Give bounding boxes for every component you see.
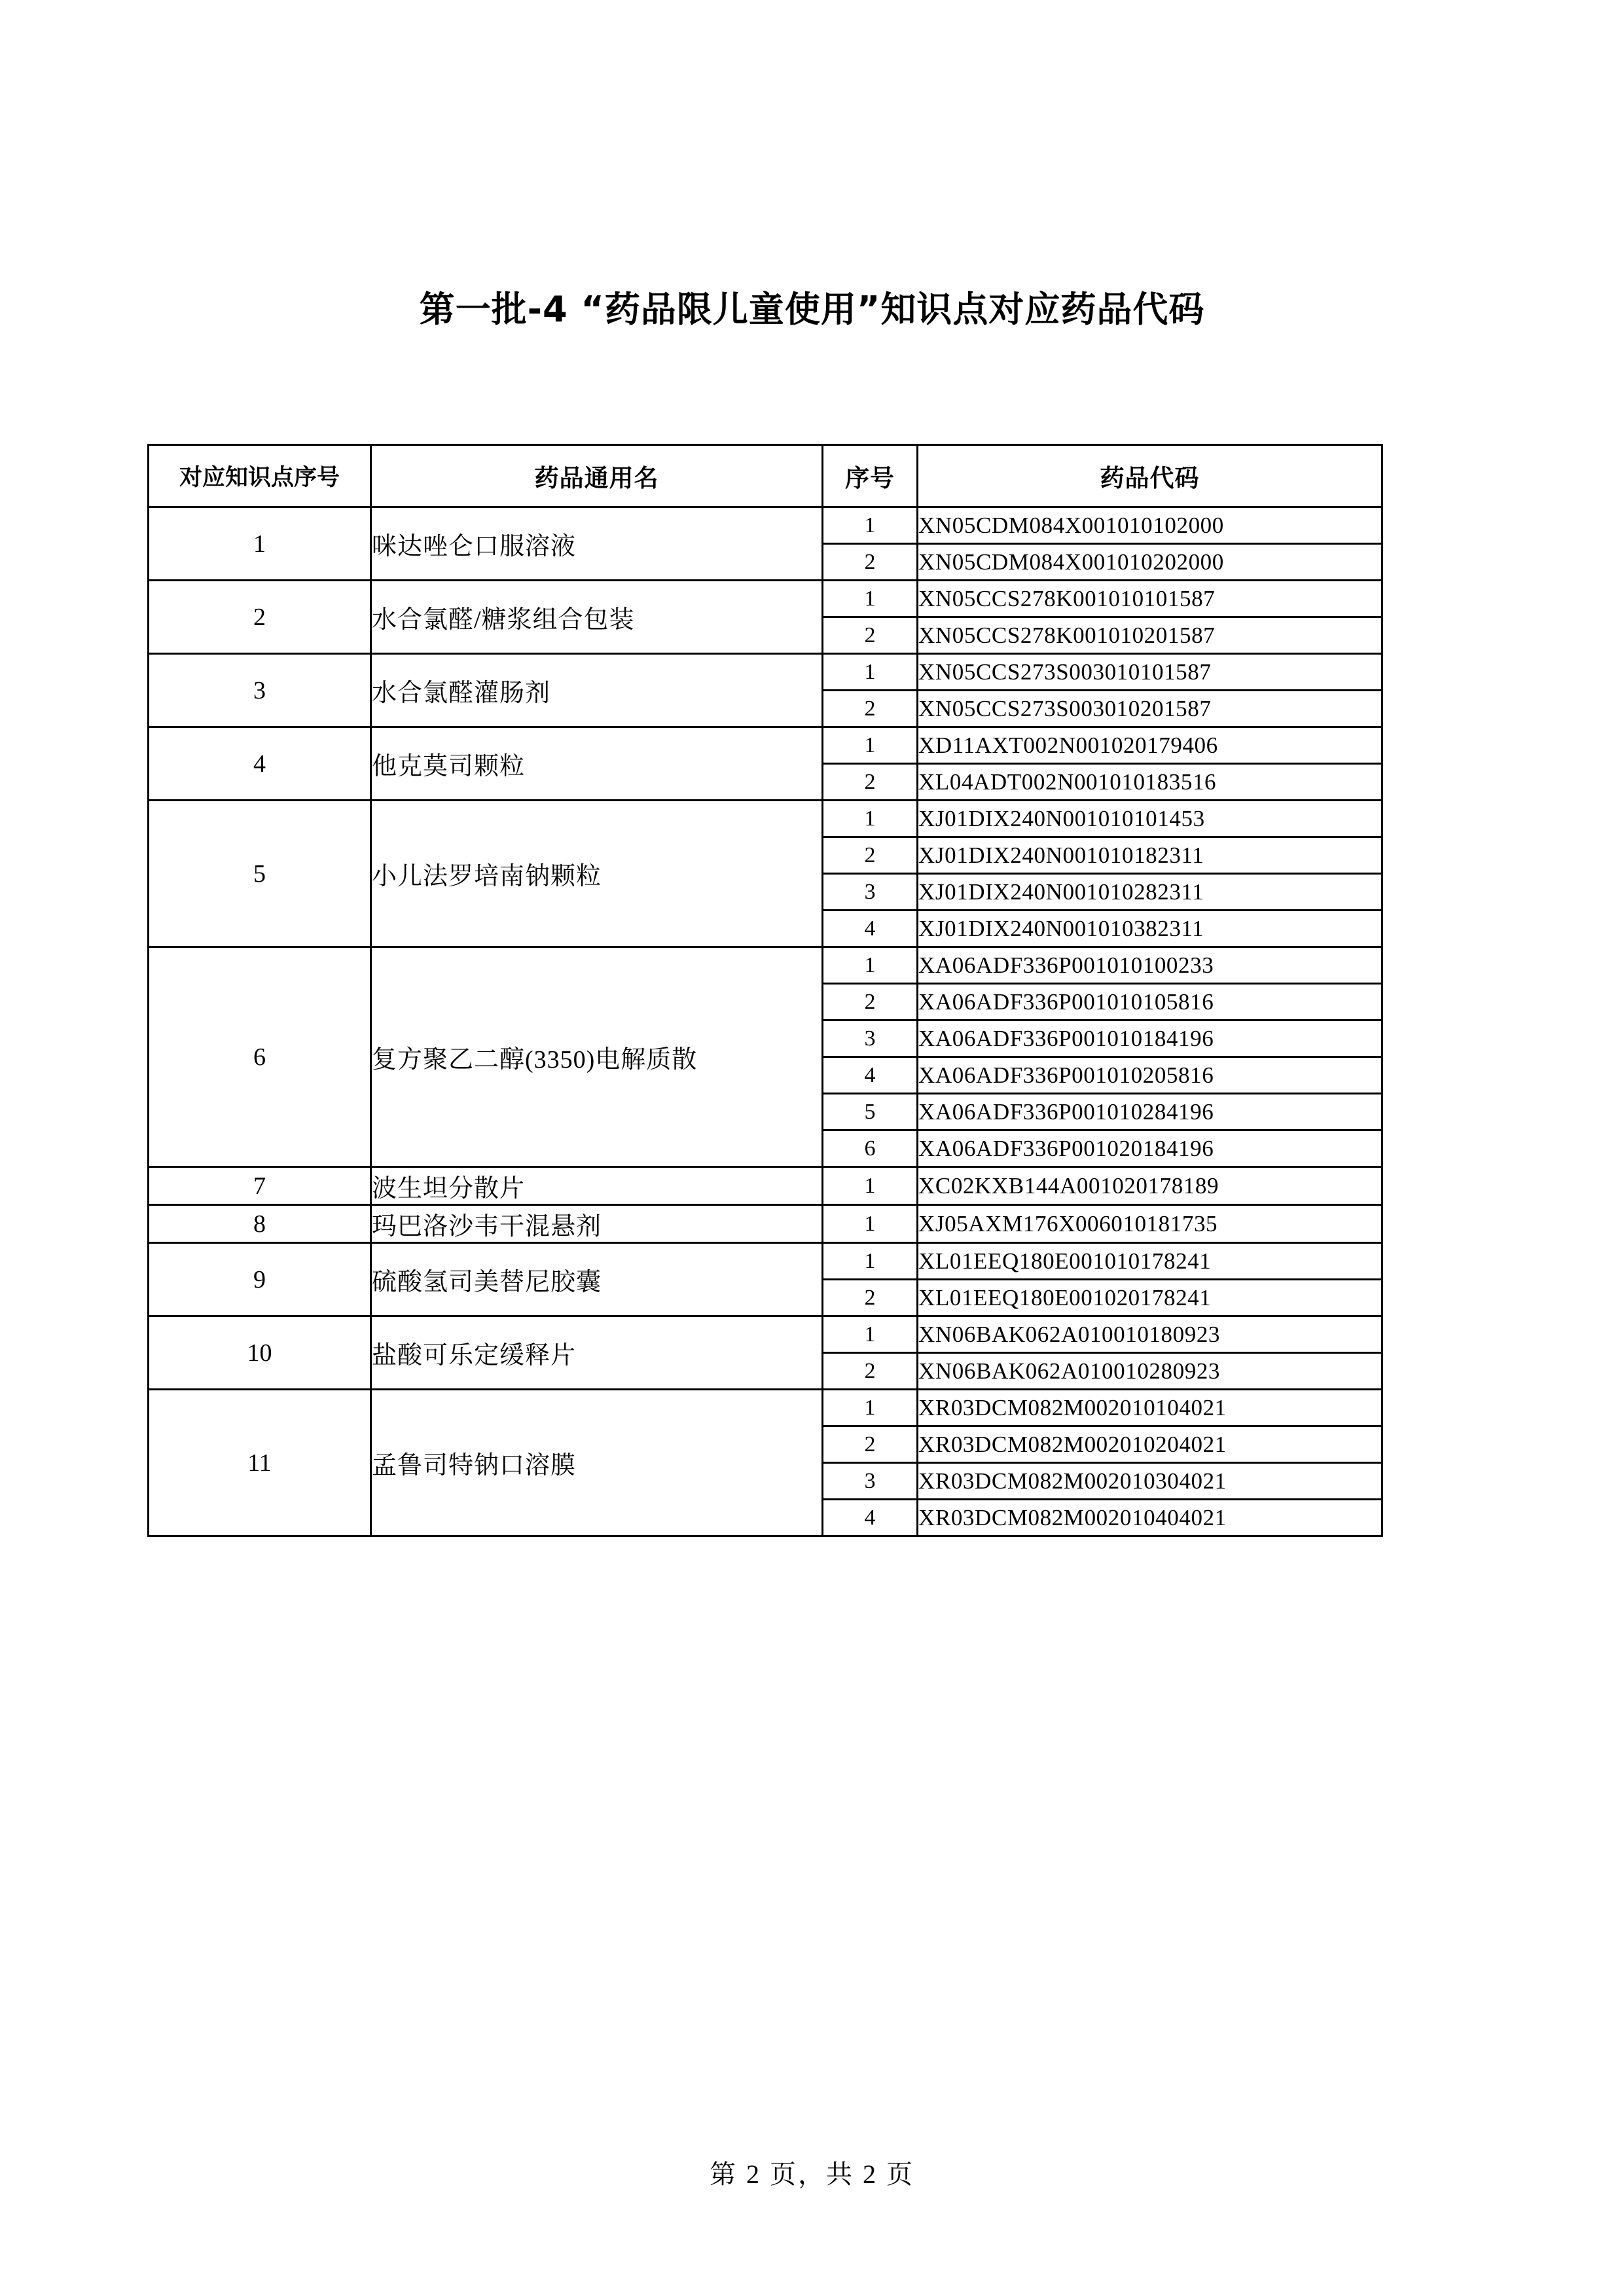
cell-drug-code: XR03DCM082M002010304021 — [918, 1463, 1382, 1500]
column-header-drug-name: 药品通用名 — [371, 445, 823, 507]
cell-knowledge-no: 1 — [149, 507, 371, 581]
cell-drug-name: 波生坦分散片 — [371, 1167, 823, 1205]
table-row — [149, 1167, 1382, 1205]
drug-code-table-container — [147, 444, 1381, 1537]
table-header — [149, 445, 1382, 507]
cell-knowledge-no: 11 — [149, 1390, 371, 1536]
cell-drug-code: XN06BAK062A010010280923 — [918, 1353, 1382, 1390]
table-row — [149, 727, 1382, 764]
cell-seq-no: 4 — [823, 1057, 918, 1094]
cell-drug-code: XN05CCS273S003010201587 — [918, 691, 1382, 727]
cell-drug-code: XN06BAK062A010010180923 — [918, 1316, 1382, 1353]
cell-seq-no: 1 — [823, 1390, 918, 1426]
cell-drug-code: XR03DCM082M002010104021 — [918, 1390, 1382, 1426]
cell-knowledge-no: 5 — [149, 801, 371, 947]
cell-seq-no: 1 — [823, 727, 918, 764]
cell-knowledge-no: 2 — [149, 581, 371, 654]
cell-drug-code: XN05CDM084X001010202000 — [918, 544, 1382, 581]
table-row — [149, 581, 1382, 617]
cell-seq-no: 5 — [823, 1094, 918, 1130]
cell-drug-name: 小儿法罗培南钠颗粒 — [371, 801, 823, 947]
cell-drug-code: XL01EEQ180E001020178241 — [918, 1280, 1382, 1316]
column-header-seq-no: 序号 — [823, 445, 918, 507]
cell-drug-code: XA06ADF336P001020184196 — [918, 1130, 1382, 1167]
cell-seq-no: 4 — [823, 911, 918, 947]
table-row — [149, 507, 1382, 544]
cell-seq-no: 2 — [823, 1426, 918, 1463]
cell-drug-code: XA06ADF336P001010105816 — [918, 984, 1382, 1021]
table-row — [149, 1316, 1382, 1353]
table-row — [149, 801, 1382, 837]
cell-drug-name: 他克莫司颗粒 — [371, 727, 823, 801]
cell-drug-code: XA06ADF336P001010184196 — [918, 1021, 1382, 1057]
cell-drug-name: 咪达唑仑口服溶液 — [371, 507, 823, 581]
cell-drug-code: XR03DCM082M002010404021 — [918, 1500, 1382, 1536]
cell-seq-no: 1 — [823, 1316, 918, 1353]
page-footer: 第 2 页，共 2 页 — [710, 2159, 914, 2189]
cell-seq-no: 1 — [823, 507, 918, 544]
cell-seq-no: 2 — [823, 764, 918, 801]
cell-drug-code: XR03DCM082M002010204021 — [918, 1426, 1382, 1463]
cell-drug-code: XN05CDM084X001010102000 — [918, 507, 1382, 544]
cell-drug-code: XJ01DIX240N001010182311 — [918, 837, 1382, 874]
cell-seq-no: 4 — [823, 1500, 918, 1536]
cell-seq-no: 3 — [823, 874, 918, 911]
cell-drug-name: 玛巴洛沙韦干混悬剂 — [371, 1205, 823, 1243]
cell-drug-code: XJ01DIX240N001010101453 — [918, 801, 1382, 837]
cell-seq-no: 2 — [823, 1280, 918, 1316]
cell-knowledge-no: 9 — [149, 1243, 371, 1316]
cell-knowledge-no: 3 — [149, 654, 371, 727]
cell-seq-no: 1 — [823, 1243, 918, 1280]
cell-seq-no: 6 — [823, 1130, 918, 1167]
table-header-row — [149, 445, 1382, 507]
cell-drug-code: XA06ADF336P001010284196 — [918, 1094, 1382, 1130]
cell-seq-no: 1 — [823, 801, 918, 837]
cell-drug-name: 复方聚乙二醇(3350)电解质散 — [371, 947, 823, 1167]
drug-code-table — [147, 444, 1383, 1537]
cell-drug-code: XN05CCS278K001010201587 — [918, 617, 1382, 654]
cell-seq-no: 2 — [823, 691, 918, 727]
cell-seq-no: 2 — [823, 544, 918, 581]
cell-drug-name: 盐酸可乐定缓释片 — [371, 1316, 823, 1390]
cell-drug-name: 水合氯醛/糖浆组合包装 — [371, 581, 823, 654]
column-header-drug-code: 药品代码 — [918, 445, 1382, 507]
cell-seq-no: 2 — [823, 837, 918, 874]
cell-drug-code: XL01EEQ180E001010178241 — [918, 1243, 1382, 1280]
cell-seq-no: 1 — [823, 1167, 918, 1205]
cell-seq-no: 3 — [823, 1463, 918, 1500]
table-row — [149, 1390, 1382, 1426]
cell-drug-code: XN05CCS278K001010101587 — [918, 581, 1382, 617]
cell-seq-no: 2 — [823, 1353, 918, 1390]
cell-drug-code: XL04ADT002N001010183516 — [918, 764, 1382, 801]
table-row — [149, 947, 1382, 984]
cell-drug-code: XJ01DIX240N001010382311 — [918, 911, 1382, 947]
cell-knowledge-no: 10 — [149, 1316, 371, 1390]
table-row — [149, 1205, 1382, 1243]
cell-drug-code: XJ01DIX240N001010282311 — [918, 874, 1382, 911]
cell-knowledge-no: 6 — [149, 947, 371, 1167]
cell-seq-no: 1 — [823, 654, 918, 691]
cell-drug-code: XJ05AXM176X006010181735 — [918, 1205, 1382, 1243]
cell-seq-no: 2 — [823, 984, 918, 1021]
cell-seq-no: 2 — [823, 617, 918, 654]
cell-drug-name: 硫酸氢司美替尼胶囊 — [371, 1243, 823, 1316]
page-title: 第一批-4 “药品限儿童使用”知识点对应药品代码 — [419, 289, 1205, 330]
cell-knowledge-no: 7 — [149, 1167, 371, 1205]
cell-seq-no: 3 — [823, 1021, 918, 1057]
cell-drug-code: XC02KXB144A001020178189 — [918, 1167, 1382, 1205]
column-header-knowledge-no: 对应知识点序号 — [149, 445, 371, 507]
cell-drug-name: 水合氯醛灌肠剂 — [371, 654, 823, 727]
cell-knowledge-no: 4 — [149, 727, 371, 801]
table-row — [149, 654, 1382, 691]
cell-knowledge-no: 8 — [149, 1205, 371, 1243]
cell-drug-code: XA06ADF336P001010100233 — [918, 947, 1382, 984]
table-body — [149, 507, 1382, 1536]
cell-seq-no: 1 — [823, 581, 918, 617]
cell-seq-no: 1 — [823, 1205, 918, 1243]
cell-drug-code: XA06ADF336P001010205816 — [918, 1057, 1382, 1094]
table-row — [149, 1243, 1382, 1280]
cell-drug-name: 孟鲁司特钠口溶膜 — [371, 1390, 823, 1536]
cell-seq-no: 1 — [823, 947, 918, 984]
cell-drug-code: XN05CCS273S003010101587 — [918, 654, 1382, 691]
cell-drug-code: XD11AXT002N001020179406 — [918, 727, 1382, 764]
